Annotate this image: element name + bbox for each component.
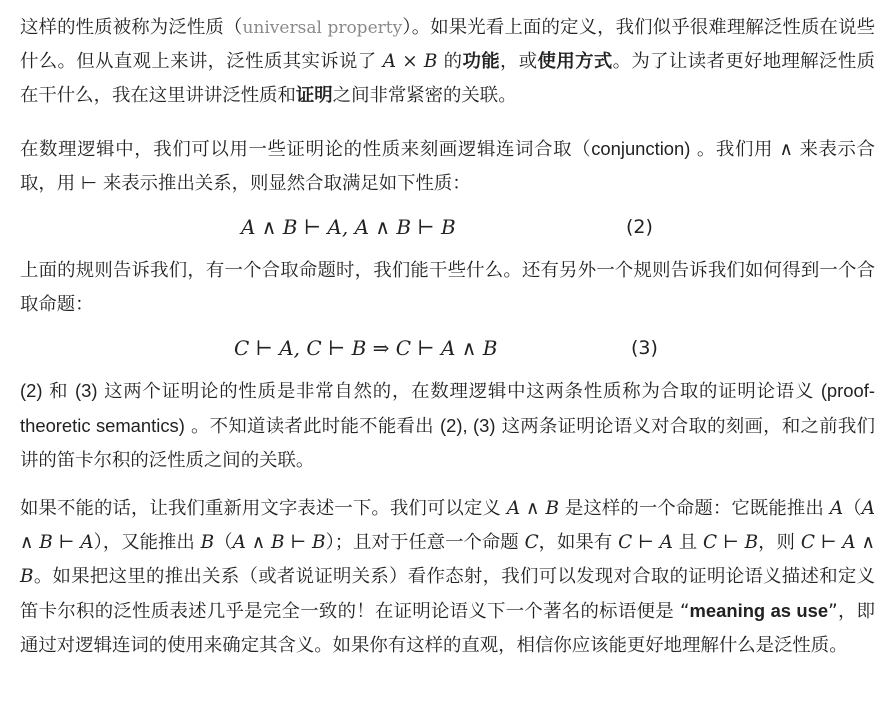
text: 和 bbox=[42, 381, 75, 402]
term-conjunction: conjunction) bbox=[591, 138, 691, 159]
math: C ⊢ B bbox=[703, 532, 759, 553]
formula-2 bbox=[20, 210, 875, 244]
formula-expression: A ∧ B ⊢ A, A ∧ B ⊢ B bbox=[241, 215, 456, 239]
text: ”，即通过对逻辑连词的使用来确定其含义。如果你有这样的直观，相信你应该能更好地理解什么是泛性质。 bbox=[20, 601, 876, 656]
paragraph-proof-semantics bbox=[20, 374, 875, 478]
paragraph-rule-intro bbox=[20, 254, 875, 322]
text: ，如果有 bbox=[538, 532, 619, 553]
term-universal-property: universal property bbox=[242, 18, 403, 38]
bold-proof: 证明 bbox=[295, 85, 333, 106]
text: 且 bbox=[672, 532, 704, 553]
ref: (3) bbox=[74, 380, 98, 401]
math: C bbox=[524, 532, 539, 553]
text: （ bbox=[214, 532, 233, 553]
math: B bbox=[200, 532, 215, 553]
text: 在数理逻辑中，我们可以用一些证明论的性质来刻画逻辑连词合取（ bbox=[20, 139, 592, 160]
bold-function: 功能 bbox=[462, 51, 500, 72]
text: 这样的性质被称为泛性质（ bbox=[20, 17, 243, 38]
math: A ∧ B ⊢ B bbox=[232, 532, 326, 553]
math: A ∧ B bbox=[506, 498, 559, 519]
text: （ bbox=[843, 498, 862, 519]
text: 上面的规则告诉我们，有一个合取命题时，我们能干些什么。还有另外一个规则告诉我们如何得到一个合取命题： bbox=[20, 260, 875, 315]
math-product: A × B bbox=[382, 51, 438, 72]
bold-meaning-as-use: meaning as use bbox=[689, 600, 829, 621]
text: ），又能推出 bbox=[93, 532, 201, 553]
text: ）。如果光看上面的定义，我们似乎很难理解泛性质在说些什么。但从直观上来讲，泛性质其实诉说了 bbox=[20, 17, 875, 72]
term-proof-theoretic-semantics: (proof-theoretic semantics) bbox=[20, 380, 875, 436]
text: 。不知道读者此时能不能看出 bbox=[184, 416, 441, 437]
text: ，则 bbox=[758, 532, 801, 553]
formula-expression: C ⊢ A, C ⊢ B ⇒ C ⊢ A ∧ B bbox=[234, 336, 498, 360]
text: 的 bbox=[437, 51, 463, 72]
math: A ∧ B ⊢ A bbox=[20, 498, 875, 553]
text: 这两个证明论的性质是非常自然的，在数理逻辑中这两条性质称为合取的证明论语义 bbox=[97, 381, 821, 402]
formula-3 bbox=[20, 331, 875, 365]
text: ）；且对于任意一个命题 bbox=[325, 532, 525, 553]
equation-number: (3) bbox=[631, 337, 658, 359]
equation-number: (2) bbox=[626, 216, 653, 238]
paragraph-conjunction bbox=[20, 132, 875, 201]
text: 。为了让读者更好地理解泛性质在干什么，我在这里讲讲泛性质和 bbox=[20, 51, 875, 106]
text: 之间非常紧密的关联。 bbox=[332, 85, 517, 106]
ref: (2) bbox=[20, 380, 43, 401]
paragraph-universal-property bbox=[20, 11, 875, 113]
text: 如果不能的话，让我们重新用文字表述一下。我们可以定义 bbox=[20, 498, 507, 519]
math: C ⊢ A ∧ B bbox=[20, 532, 875, 587]
math: C ⊢ A bbox=[618, 532, 673, 553]
text: 。如果把这里的推出关系（或者说证明关系）看作态射，我们可以发现对合取的证明论语义描述和定义笛卡尔积的泛性质表述几乎是完全一致的！在证明论语义下一个著名的标语便是 “ bbox=[20, 566, 875, 622]
paragraph-meaning-as-use bbox=[20, 492, 875, 663]
text: 。我们用 ∧ 来表示合取，用 ⊢ 来表示推出关系，则显然合取满足如下性质： bbox=[20, 139, 875, 194]
text: ，或 bbox=[500, 51, 538, 72]
bold-usage: 使用方式 bbox=[537, 51, 613, 72]
ref: (2), (3) bbox=[440, 415, 496, 436]
text: 这两条证明论语义对合取的刻画，和之前我们讲的笛卡尔积的泛性质之间的关联。 bbox=[20, 416, 875, 471]
math: A bbox=[829, 498, 844, 519]
text: 是这样的一个命题：它既能推出 bbox=[558, 498, 830, 519]
